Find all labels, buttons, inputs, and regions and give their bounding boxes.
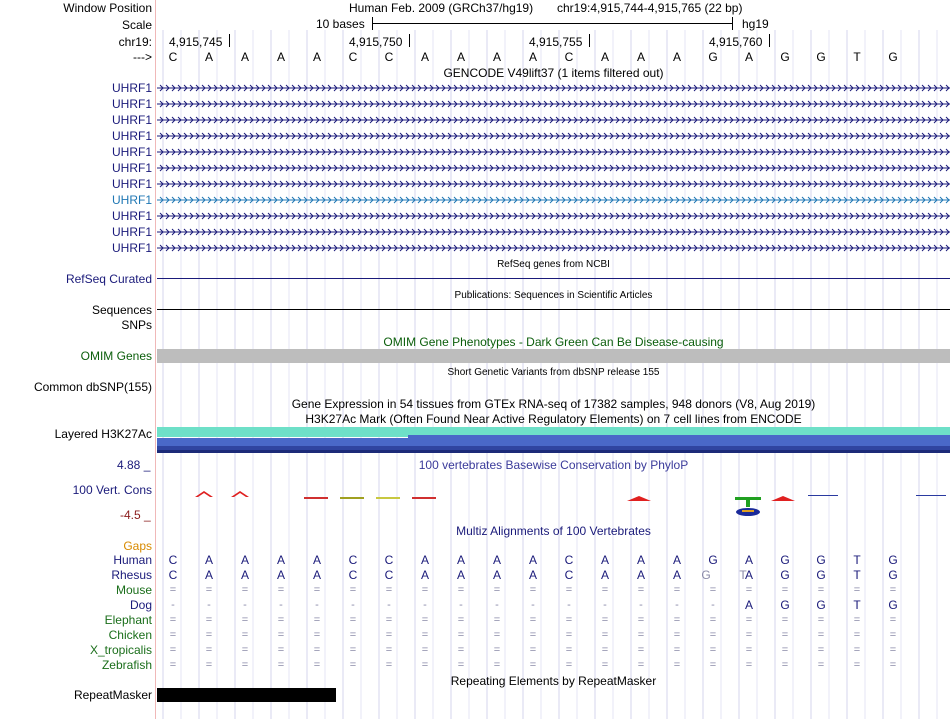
- assembly-title[interactable]: Human Feb. 2009 (GRCh37/hg19): [349, 1, 534, 15]
- gencode-row-label[interactable]: UHRF1: [111, 177, 152, 191]
- multiz-base: =: [241, 659, 249, 671]
- publications-title[interactable]: Publications: Sequences in Scientific Articles: [454, 290, 653, 301]
- multiz-base: =: [457, 659, 465, 671]
- dbsnp-title[interactable]: Short Genetic Variants from dbSNP release 155: [447, 367, 660, 378]
- gtex-title[interactable]: Gene Expression in 54 tissues from GTEx RNA-seq of 17382 samples, 948 donors (V8, Aug 2019): [291, 397, 816, 411]
- multiz-base: A: [456, 553, 465, 567]
- scale-text: 10 bases: [316, 17, 365, 31]
- multiz-base: =: [889, 584, 897, 596]
- multiz-base: C: [348, 553, 358, 567]
- gencode-row-label[interactable]: UHRF1: [111, 81, 152, 95]
- multiz-base: =: [205, 614, 213, 626]
- ruler-tick-4: 4,915,760: [709, 35, 763, 49]
- ruler-tick-3: 4,915,755: [529, 35, 583, 49]
- multiz-base: -: [171, 599, 175, 611]
- multiz-base: A: [240, 568, 249, 582]
- sequence-base: A: [240, 50, 249, 64]
- gaps-label[interactable]: Gaps: [123, 539, 152, 553]
- sequence-base: A: [204, 50, 213, 64]
- multiz-base: =: [889, 659, 897, 671]
- multiz-base: G: [816, 553, 826, 567]
- gencode-row-label[interactable]: UHRF1: [111, 209, 152, 223]
- multiz-base: A: [744, 553, 753, 567]
- multiz-base: =: [277, 659, 285, 671]
- multiz-base: =: [565, 644, 573, 656]
- multiz-base: =: [673, 629, 681, 641]
- multiz-species-label[interactable]: Dog: [129, 598, 152, 612]
- multiz-base: =: [457, 629, 465, 641]
- multiz-base: =: [889, 614, 897, 626]
- multiz-base: =: [601, 614, 609, 626]
- multiz-base: =: [529, 629, 537, 641]
- multiz-species-label[interactable]: Rhesus: [111, 568, 152, 582]
- conservation-title[interactable]: 100 vertebrates Basewise Conservation by PhyloP: [418, 458, 689, 472]
- multiz-base: -: [459, 599, 463, 611]
- multiz-base: C: [564, 553, 574, 567]
- multiz-base: T: [853, 598, 861, 612]
- sequence-base: A: [636, 50, 645, 64]
- gencode-row-label[interactable]: UHRF1: [111, 145, 152, 159]
- ruler-tick-1: 4,915,745: [169, 35, 223, 49]
- multiz-base: -: [603, 599, 607, 611]
- db-label: hg19: [742, 17, 769, 31]
- multiz-base: =: [637, 644, 645, 656]
- multiz-base: -: [279, 599, 283, 611]
- multiz-base: C: [384, 553, 394, 567]
- multiz-base: G: [816, 598, 826, 612]
- repeatmasker-label[interactable]: RepeatMasker: [73, 688, 152, 702]
- multiz-base: =: [421, 584, 429, 596]
- multiz-base: G: [701, 568, 711, 582]
- multiz-base: =: [601, 659, 609, 671]
- multiz-base: =: [493, 614, 501, 626]
- multiz-base: -: [675, 599, 679, 611]
- multiz-base: -: [531, 599, 535, 611]
- multiz-base: =: [781, 659, 789, 671]
- multiz-base: A: [204, 553, 213, 567]
- multiz-base: =: [889, 629, 897, 641]
- multiz-base: =: [205, 629, 213, 641]
- multiz-base: =: [457, 644, 465, 656]
- multiz-base: A: [204, 568, 213, 582]
- position-readout[interactable]: chr19:4,915,744-4,915,765 (22 bp): [557, 1, 743, 15]
- multiz-base: =: [565, 659, 573, 671]
- multiz-base: =: [781, 614, 789, 626]
- sequence-base: T: [853, 50, 861, 64]
- multiz-base: =: [781, 629, 789, 641]
- multiz-base: C: [168, 568, 178, 582]
- sequence-base: A: [744, 50, 753, 64]
- repeatmasker-bar[interactable]: [157, 688, 336, 702]
- multiz-base: =: [277, 614, 285, 626]
- multiz-base: =: [709, 629, 717, 641]
- multiz-base: G: [888, 553, 898, 567]
- chrom-label: chr19:: [118, 35, 152, 49]
- repeatmasker-title[interactable]: Repeating Elements by RepeatMasker: [450, 674, 657, 688]
- strand-label: --->: [133, 50, 152, 64]
- multiz-base: -: [315, 599, 319, 611]
- multiz-base: =: [349, 659, 357, 671]
- sequence-base: A: [672, 50, 681, 64]
- multiz-base: -: [639, 599, 643, 611]
- multiz-base: =: [745, 644, 753, 656]
- multiz-base: =: [385, 644, 393, 656]
- multiz-base: T: [739, 568, 747, 582]
- multiz-base: A: [672, 553, 681, 567]
- multiz-base: =: [853, 629, 861, 641]
- multiz-base: A: [492, 553, 501, 567]
- multiz-base: =: [817, 614, 825, 626]
- sequence-base: A: [600, 50, 609, 64]
- multiz-base: =: [637, 614, 645, 626]
- gencode-row-label[interactable]: UHRF1: [111, 161, 152, 175]
- multiz-base: =: [673, 614, 681, 626]
- multiz-base: A: [240, 553, 249, 567]
- sequence-base: A: [312, 50, 321, 64]
- logo-line-1: [808, 495, 838, 496]
- multiz-base: G: [888, 568, 898, 582]
- logo-small-2: [340, 497, 364, 499]
- multiz-base: =: [421, 629, 429, 641]
- multiz-base: A: [744, 598, 753, 612]
- multiz-base: G: [780, 598, 790, 612]
- multiz-base: =: [241, 584, 249, 596]
- multiz-base: =: [781, 644, 789, 656]
- gencode-row-label[interactable]: UHRF1: [111, 129, 152, 143]
- multiz-base: =: [565, 614, 573, 626]
- multiz-base: =: [709, 659, 717, 671]
- multiz-base: =: [205, 644, 213, 656]
- logo-small-1: [304, 497, 328, 499]
- logo-line-2: [916, 495, 946, 496]
- multiz-base: =: [169, 614, 177, 626]
- multiz-base: A: [744, 568, 753, 582]
- multiz-base: =: [889, 644, 897, 656]
- gencode-row-label[interactable]: UHRF1: [111, 225, 152, 239]
- multiz-base: =: [241, 614, 249, 626]
- multiz-base: =: [529, 659, 537, 671]
- multiz-base: G: [708, 553, 718, 567]
- multiz-species-label[interactable]: Mouse: [115, 583, 152, 597]
- multiz-base: =: [349, 644, 357, 656]
- multiz-base: =: [673, 584, 681, 596]
- sequence-base: A: [420, 50, 429, 64]
- multiz-base: -: [495, 599, 499, 611]
- sequences-label[interactable]: Sequences: [91, 303, 152, 317]
- multiz-base: =: [421, 614, 429, 626]
- logo-small-3: [376, 497, 400, 499]
- multiz-base: =: [457, 584, 465, 596]
- multiz-base: =: [565, 584, 573, 596]
- multiz-base: C: [564, 568, 574, 582]
- multiz-base: =: [781, 584, 789, 596]
- multiz-base: A: [636, 568, 645, 582]
- multiz-base: =: [205, 659, 213, 671]
- multiz-base: A: [528, 568, 537, 582]
- multiz-base: A: [528, 553, 537, 567]
- scale-label: Scale: [121, 18, 152, 32]
- multiz-base: =: [673, 659, 681, 671]
- sequence-base: A: [528, 50, 537, 64]
- conservation-min: -4.5 _: [120, 508, 151, 522]
- multiz-base: =: [421, 659, 429, 671]
- multiz-base: =: [601, 629, 609, 641]
- conservation-label[interactable]: 100 Vert. Cons: [72, 483, 152, 497]
- multiz-base: =: [349, 584, 357, 596]
- multiz-base: =: [817, 584, 825, 596]
- multiz-base: T: [853, 553, 861, 567]
- multiz-base: A: [276, 568, 285, 582]
- multiz-base: =: [313, 659, 321, 671]
- multiz-base: A: [420, 553, 429, 567]
- sequence-base: A: [456, 50, 465, 64]
- multiz-base: G: [780, 568, 790, 582]
- refseq-label[interactable]: RefSeq Curated: [65, 272, 152, 286]
- multiz-base: -: [243, 599, 247, 611]
- multiz-base: -: [711, 599, 715, 611]
- multiz-base: =: [493, 584, 501, 596]
- sequence-base: G: [816, 50, 826, 64]
- multiz-base: =: [169, 629, 177, 641]
- logo-a-1: [195, 491, 213, 497]
- multiz-base: A: [672, 568, 681, 582]
- multiz-base: =: [385, 659, 393, 671]
- multiz-base: =: [385, 584, 393, 596]
- multiz-base: G: [780, 553, 790, 567]
- multiz-base: =: [349, 614, 357, 626]
- sequence-base: C: [348, 50, 358, 64]
- multiz-base: -: [387, 599, 391, 611]
- sequence-base: G: [780, 50, 790, 64]
- multiz-species-label[interactable]: X_tropicalis: [89, 643, 152, 657]
- multiz-base: -: [207, 599, 211, 611]
- multiz-base: =: [709, 644, 717, 656]
- multiz-species-label[interactable]: Human: [113, 553, 152, 567]
- multiz-base: =: [745, 584, 753, 596]
- multiz-base: =: [601, 584, 609, 596]
- sequence-base: A: [492, 50, 501, 64]
- multiz-base: =: [169, 644, 177, 656]
- multiz-base: =: [817, 659, 825, 671]
- multiz-base: =: [709, 614, 717, 626]
- multiz-base: =: [565, 629, 573, 641]
- multiz-base: =: [637, 659, 645, 671]
- gencode-row-label[interactable]: UHRF1: [111, 113, 152, 127]
- h3k27-title[interactable]: H3K27Ac Mark (Often Found Near Active Regulatory Elements) on 7 cell lines from ENCODE: [305, 412, 802, 426]
- multiz-base: =: [205, 584, 213, 596]
- multiz-base: T: [853, 568, 861, 582]
- multiz-title[interactable]: Multiz Alignments of 100 Vertebrates: [456, 524, 651, 538]
- logo-g-inner: [742, 510, 754, 512]
- multiz-base: =: [457, 614, 465, 626]
- multiz-base: =: [313, 614, 321, 626]
- multiz-base: =: [529, 584, 537, 596]
- multiz-base: =: [529, 614, 537, 626]
- multiz-base: A: [312, 568, 321, 582]
- multiz-species-label[interactable]: Chicken: [108, 628, 152, 642]
- multiz-base: C: [168, 553, 178, 567]
- multiz-base: =: [385, 629, 393, 641]
- multiz-base: =: [529, 644, 537, 656]
- multiz-base: =: [853, 614, 861, 626]
- multiz-base: A: [492, 568, 501, 582]
- multiz-base: A: [312, 553, 321, 567]
- multiz-species-label[interactable]: Elephant: [104, 613, 152, 627]
- multiz-base: =: [853, 659, 861, 671]
- multiz-base: =: [313, 629, 321, 641]
- multiz-base: =: [853, 584, 861, 596]
- gencode-row-label[interactable]: UHRF1: [111, 241, 152, 255]
- logo-small-4: [412, 497, 436, 499]
- multiz-base: =: [493, 659, 501, 671]
- multiz-base: =: [313, 644, 321, 656]
- multiz-base: -: [351, 599, 355, 611]
- gencode-title[interactable]: GENCODE V49lift37 (1 items filtered out): [443, 66, 664, 80]
- sequence-base: C: [564, 50, 574, 64]
- multiz-species-label[interactable]: Zebrafish: [101, 658, 152, 672]
- multiz-base: A: [456, 568, 465, 582]
- multiz-base: C: [348, 568, 358, 582]
- refseq-title[interactable]: RefSeq genes from NCBI: [497, 259, 610, 270]
- sequence-base: C: [168, 50, 178, 64]
- multiz-base: =: [637, 584, 645, 596]
- window-position-label: Window Position: [63, 1, 152, 15]
- multiz-base: =: [277, 629, 285, 641]
- sequence-base: A: [276, 50, 285, 64]
- sequence-base: C: [384, 50, 394, 64]
- multiz-base: =: [169, 584, 177, 596]
- gencode-row-label[interactable]: UHRF1: [111, 97, 152, 111]
- conservation-max: 4.88 _: [117, 458, 151, 472]
- multiz-base: =: [493, 629, 501, 641]
- logo-t-stem: [746, 497, 750, 507]
- multiz-base: =: [601, 644, 609, 656]
- sequence-base: G: [888, 50, 898, 64]
- gencode-row-label[interactable]: UHRF1: [111, 193, 152, 207]
- multiz-base: =: [709, 584, 717, 596]
- ruler-tick-2: 4,915,750: [349, 35, 403, 49]
- logo-a-2: [231, 491, 249, 497]
- multiz-base: -: [423, 599, 427, 611]
- multiz-base: G: [888, 598, 898, 612]
- multiz-base: -: [567, 599, 571, 611]
- multiz-base: =: [745, 659, 753, 671]
- multiz-base: =: [349, 629, 357, 641]
- multiz-base: =: [421, 644, 429, 656]
- multiz-base: =: [817, 629, 825, 641]
- multiz-base: =: [673, 644, 681, 656]
- sequence-base: G: [708, 50, 718, 64]
- multiz-base: A: [600, 568, 609, 582]
- multiz-base: A: [276, 553, 285, 567]
- multiz-base: G: [816, 568, 826, 582]
- multiz-base: A: [636, 553, 645, 567]
- multiz-base: =: [241, 629, 249, 641]
- multiz-base: =: [745, 614, 753, 626]
- multiz-base: A: [600, 553, 609, 567]
- multiz-base: =: [745, 629, 753, 641]
- logo-a-4: [771, 496, 795, 501]
- h3k27-label[interactable]: Layered H3K27Ac: [54, 427, 152, 441]
- multiz-base: =: [277, 584, 285, 596]
- multiz-base: =: [277, 644, 285, 656]
- multiz-base: =: [385, 614, 393, 626]
- logo-a-3: [627, 496, 651, 501]
- omim-title[interactable]: OMIM Gene Phenotypes - Dark Green Can Be Disease-causing: [383, 335, 724, 349]
- omim-label[interactable]: OMIM Genes: [80, 349, 152, 363]
- multiz-base: =: [169, 659, 177, 671]
- multiz-base: =: [853, 644, 861, 656]
- multiz-base: A: [420, 568, 429, 582]
- multiz-base: =: [493, 644, 501, 656]
- snps-label[interactable]: SNPs: [121, 318, 152, 332]
- multiz-base: =: [313, 584, 321, 596]
- multiz-base: =: [241, 644, 249, 656]
- dbsnp-label[interactable]: Common dbSNP(155): [33, 380, 152, 394]
- multiz-base: =: [637, 629, 645, 641]
- multiz-base: =: [817, 644, 825, 656]
- multiz-base: C: [384, 568, 394, 582]
